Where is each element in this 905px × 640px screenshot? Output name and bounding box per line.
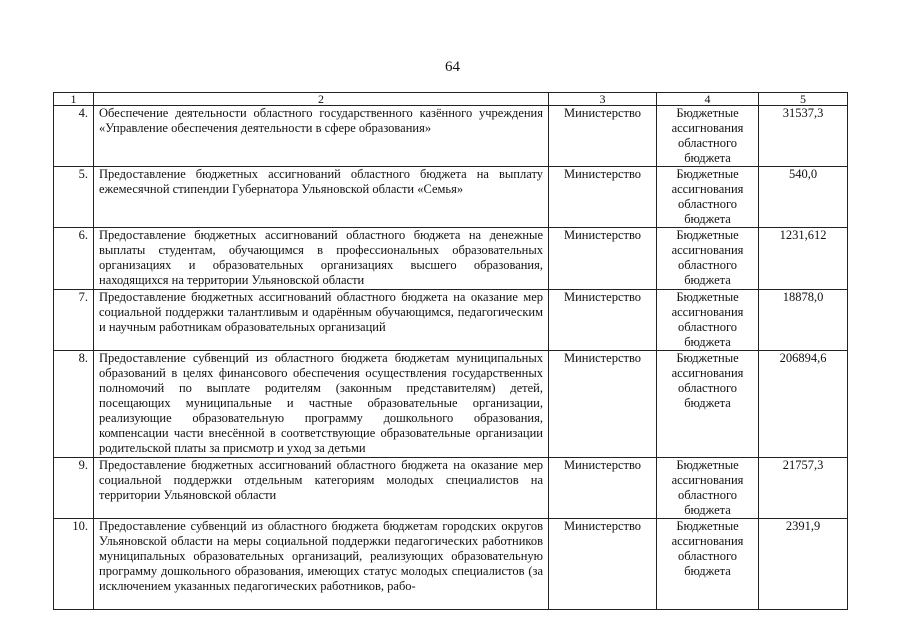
row-funding-source: Бюджетные ассигнования областного бюджета <box>657 106 759 167</box>
row-amount: 2391,9 <box>759 519 848 610</box>
row-funding-source: Бюджетные ассигнования областного бюджета <box>657 519 759 610</box>
table-row <box>54 351 848 458</box>
row-number: 4. <box>54 106 94 167</box>
table-row <box>54 290 848 351</box>
row-amount: 18878,0 <box>759 290 848 351</box>
table-header-row <box>54 93 848 106</box>
table-row <box>54 458 848 519</box>
page-number: 64 <box>445 59 460 75</box>
row-number: 8. <box>54 351 94 458</box>
row-executor: Министерство <box>549 458 657 519</box>
row-description: Предоставление субвенций из областного бюджета бюджетам городских округов Ульяновской области на меры социальной поддержки педагогических работников муниципальных образовательных организаций, реализующих образовательную программу дошкольного образования, имеющих статус молодых специалистов (за исключением указанных педагогических работников, рабо- <box>94 519 549 610</box>
row-executor: Министерство <box>549 106 657 167</box>
table-row <box>54 519 848 610</box>
row-amount: 31537,3 <box>759 106 848 167</box>
table-row <box>54 228 848 290</box>
row-amount: 21757,3 <box>759 458 848 519</box>
row-number: 5. <box>54 167 94 228</box>
row-funding-source: Бюджетные ассигнования областного бюджета <box>657 458 759 519</box>
column-header-source: 4 <box>657 93 759 106</box>
row-number: 10. <box>54 519 94 610</box>
row-description: Предоставление субвенций из областного бюджета бюджетам муниципальных образований в целях финансового обеспечения осуществления государственных полномочий по выплате родителям (законным представителям) детей, посещающих муниципальные и частные образовательные организации, реализующие образовательную программу дошкольного образования, компенсации части внесённой в соответствующие образовательные организации родительской платы за присмотр и уход за детьми <box>94 351 549 458</box>
row-number: 7. <box>54 290 94 351</box>
column-header-description: 2 <box>94 93 549 106</box>
row-description: Обеспечение деятельности областного государственного казённого учреждения «Управление обеспечения деятельности в сфере образования» <box>94 106 549 167</box>
row-description: Предоставление бюджетных ассигнований областного бюджета на оказание мер социальной поддержки талантливым и одарённым обучающимся, педагогическим и научным работникам образовательных организаций <box>94 290 549 351</box>
row-funding-source: Бюджетные ассигнования областного бюджета <box>657 351 759 458</box>
row-description: Предоставление бюджетных ассигнований областного бюджета на выплату ежемесячной стипендии Губернатора Ульяновской области «Семья» <box>94 167 549 228</box>
column-header-number: 1 <box>54 93 94 106</box>
column-header-amount: 5 <box>759 93 848 106</box>
row-executor: Министерство <box>549 351 657 458</box>
row-amount: 1231,612 <box>759 228 848 290</box>
row-executor: Министерство <box>549 167 657 228</box>
table-row <box>54 106 848 167</box>
budget-table <box>53 92 848 610</box>
row-amount: 540,0 <box>759 167 848 228</box>
row-number: 9. <box>54 458 94 519</box>
row-executor: Министерство <box>549 228 657 290</box>
row-funding-source: Бюджетные ассигнования областного бюджета <box>657 228 759 290</box>
row-amount: 206894,6 <box>759 351 848 458</box>
row-funding-source: Бюджетные ассигнования областного бюджета <box>657 167 759 228</box>
row-executor: Министерство <box>549 290 657 351</box>
row-description: Предоставление бюджетных ассигнований областного бюджета на денежные выплаты студентам, обучающимся в профессиональных образовательных организациях и образовательных организациях высшего образования, находящихся на территории Ульяновской области <box>94 228 549 290</box>
row-executor: Министерство <box>549 519 657 610</box>
row-description: Предоставление бюджетных ассигнований областного бюджета на оказание мер социальной поддержки отдельным категориям молодых специалистов на территории Ульяновской области <box>94 458 549 519</box>
row-funding-source: Бюджетные ассигнования областного бюджета <box>657 290 759 351</box>
column-header-executor: 3 <box>549 93 657 106</box>
row-number: 6. <box>54 228 94 290</box>
table-row <box>54 167 848 228</box>
